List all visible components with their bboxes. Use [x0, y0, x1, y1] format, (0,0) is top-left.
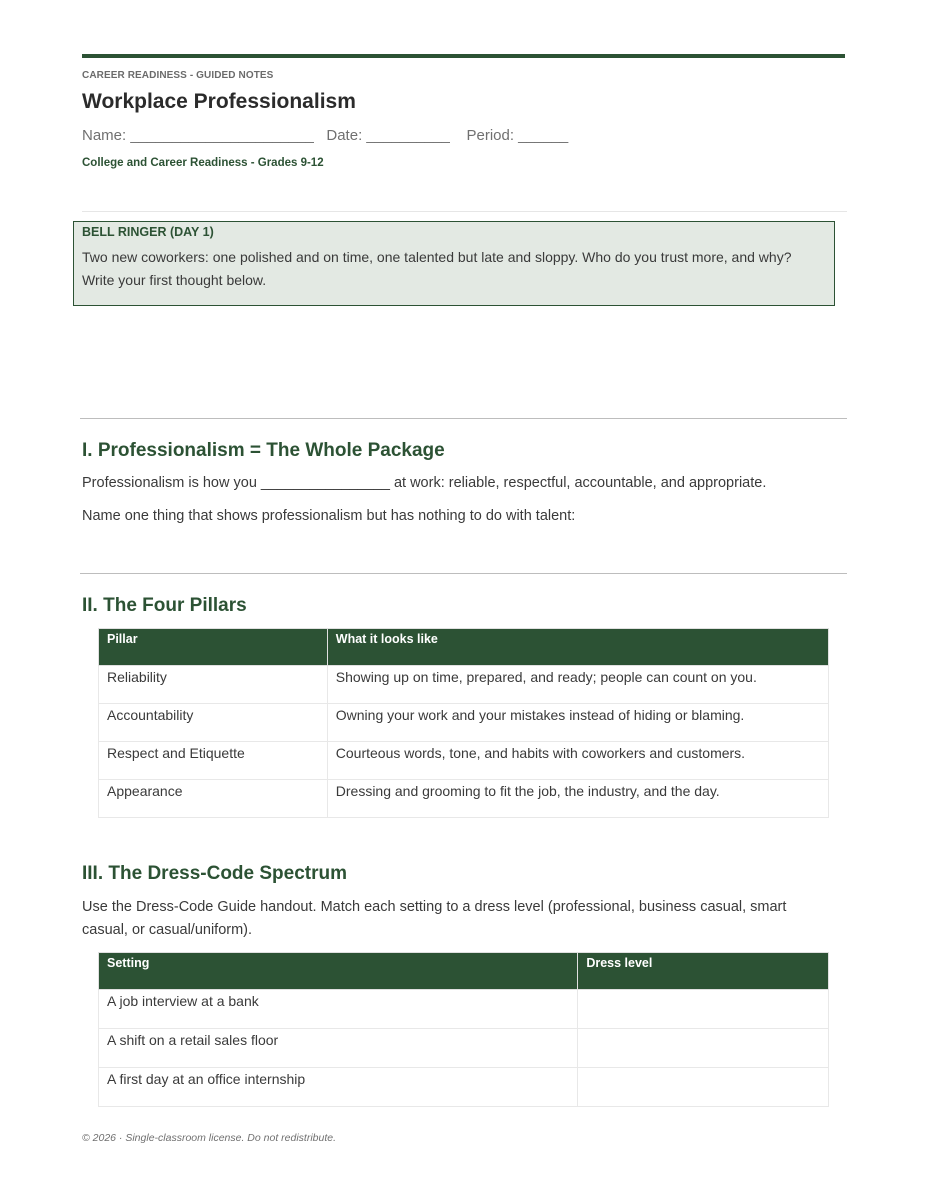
- description-cell: Courteous words, tone, and habits with coworkers and customers.: [327, 742, 828, 780]
- description-cell: Showing up on time, prepared, and ready; people can count on you.: [327, 666, 828, 704]
- pillar-cell: Respect and Etiquette: [99, 742, 328, 780]
- description-cell: Dressing and grooming to fit the job, the industry, and the day.: [327, 780, 828, 818]
- section-divider: [80, 573, 847, 574]
- dress-level-answer-cell[interactable]: [578, 1068, 829, 1107]
- dress-level-answer-cell[interactable]: [578, 1029, 829, 1068]
- page-title: Workplace Professionalism: [82, 90, 356, 113]
- header-divider: [82, 211, 847, 212]
- table-row: [99, 666, 829, 704]
- section-1-prompt: Name one thing that shows professionalism but has nothing to do with talent:: [82, 508, 576, 524]
- setting-cell: A job interview at a bank: [99, 990, 578, 1029]
- column-header-description: What it looks like: [327, 629, 828, 666]
- section-3-instructions: Use the Dress-Code Guide handout. Match each setting to a dress level (professional, business casual, smart casual, or casual/uniform).: [82, 899, 787, 938]
- pillar-cell: Appearance: [99, 780, 328, 818]
- section-1-heading: I. Professionalism = The Whole Package: [82, 440, 445, 461]
- section-2-heading: II. The Four Pillars: [82, 595, 247, 616]
- column-header-setting: Setting: [99, 953, 578, 990]
- four-pillars-table: [98, 628, 829, 818]
- table-row: [99, 1029, 829, 1068]
- column-header-pillar: Pillar: [99, 629, 328, 666]
- table-header-row: [99, 953, 829, 990]
- table-row: [99, 704, 829, 742]
- page-kicker: CAREER READINESS - GUIDED NOTES: [82, 70, 274, 81]
- table-header-row: [99, 629, 829, 666]
- name-date-period-line: Name: ______________________ Date: __________ Period: ______: [82, 127, 569, 144]
- table-row: [99, 990, 829, 1029]
- table-row: [99, 742, 829, 780]
- pillar-cell: Reliability: [99, 666, 328, 704]
- copyright-footer: © 2026 · Single-classroom license. Do not redistribute.: [82, 1132, 337, 1144]
- bell-ringer-box: [73, 221, 835, 306]
- course-subtitle: College and Career Readiness - Grades 9-12: [82, 157, 324, 169]
- column-header-dress-level: Dress level: [578, 953, 829, 990]
- bell-ringer-title: BELL RINGER (DAY 1): [82, 225, 214, 239]
- dress-level-answer-cell[interactable]: [578, 990, 829, 1029]
- bell-ringer-prompt: Two new coworkers: one polished and on time, one talented but late and sloppy. Who do you trust more, and why? Write your first thought below.: [82, 249, 792, 288]
- header-rule: [82, 54, 845, 58]
- pillar-cell: Accountability: [99, 704, 328, 742]
- dress-code-table: [98, 952, 829, 1107]
- table-row: [99, 780, 829, 818]
- description-cell: Owning your work and your mistakes instead of hiding or blaming.: [327, 704, 828, 742]
- setting-cell: A first day at an office internship: [99, 1068, 578, 1107]
- section-3-heading: III. The Dress-Code Spectrum: [82, 863, 348, 884]
- section-1-fill-in: Professionalism is how you ________________ at work: reliable, respectful, accountable, and appropriate.: [82, 475, 767, 491]
- table-row: [99, 1068, 829, 1107]
- setting-cell: A shift on a retail sales floor: [99, 1029, 578, 1068]
- section-divider: [80, 418, 847, 419]
